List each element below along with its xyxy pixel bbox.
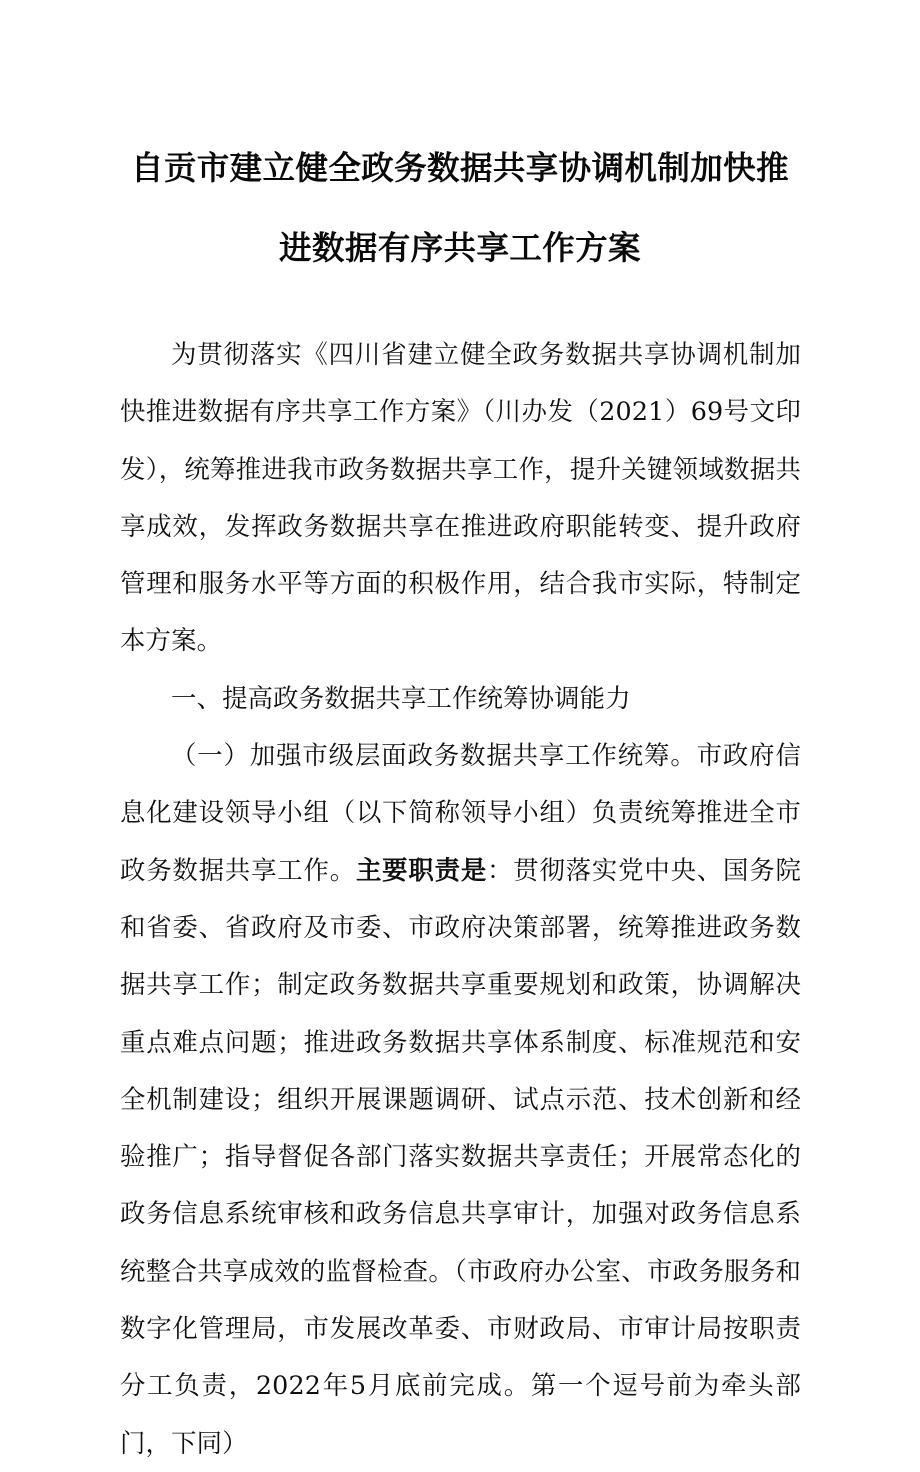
document-title-line-2: 进数据有序共享工作方案 <box>279 230 641 266</box>
subsection-one-emphasis: 主要职责是 <box>355 854 488 885</box>
document-title <box>120 128 800 288</box>
document-title-line-1: 自贡市建立健全政务数据共享协调机制加快推 <box>130 150 789 186</box>
paragraph-preamble: 为贯彻落实《四川省建立健全政务数据共享协调机制加快推进数据有序共享工作方案》（川办发（2021）69号文印发），统筹推进我市政务数据共享工作，提升关键领域数据共享成效，发挥政务数据共享在推进政府职能转变、提升政府管理和服务水平等方面的积极作用，结合我市实际，特制定本方案。 <box>120 339 801 656</box>
document-body <box>120 326 801 1472</box>
paragraph-subsection-one <box>120 727 801 1472</box>
subsection-one-rest: ：贯彻落实党中央、国务院和省委、省政府及市委、市政府决策部署，统筹推进政务数据共享工作；制定政务数据共享重要规划和政策，协调解决重点难点问题；推进政务数据共享体系制度、标准规范和安全机制建设；组织开展课题调研、试点示范、技术创新和经验推广；指导督促各部门落实数据共享责任；开展常态化的政务信息系统审核和政务信息共享审计，加强对政务信息系统整合共享成效的监督检查。（市政府办公室、市政务服务和数字化管理局，市发展改革委、市财政局、市审计局按职责分工负责，2022年5月底前完成。第一个逗号前为牵头部门，下同） <box>120 854 801 1458</box>
subsection-one-lead: （一）加强市级层面政务数据共享工作统筹。市政府信息化建设领导小组（以下简称领导小组）负责统筹推进全市政务数据共享工作。 <box>120 740 801 885</box>
section-heading-one: 一、提高政务数据共享工作统筹协调能力 <box>171 682 631 713</box>
